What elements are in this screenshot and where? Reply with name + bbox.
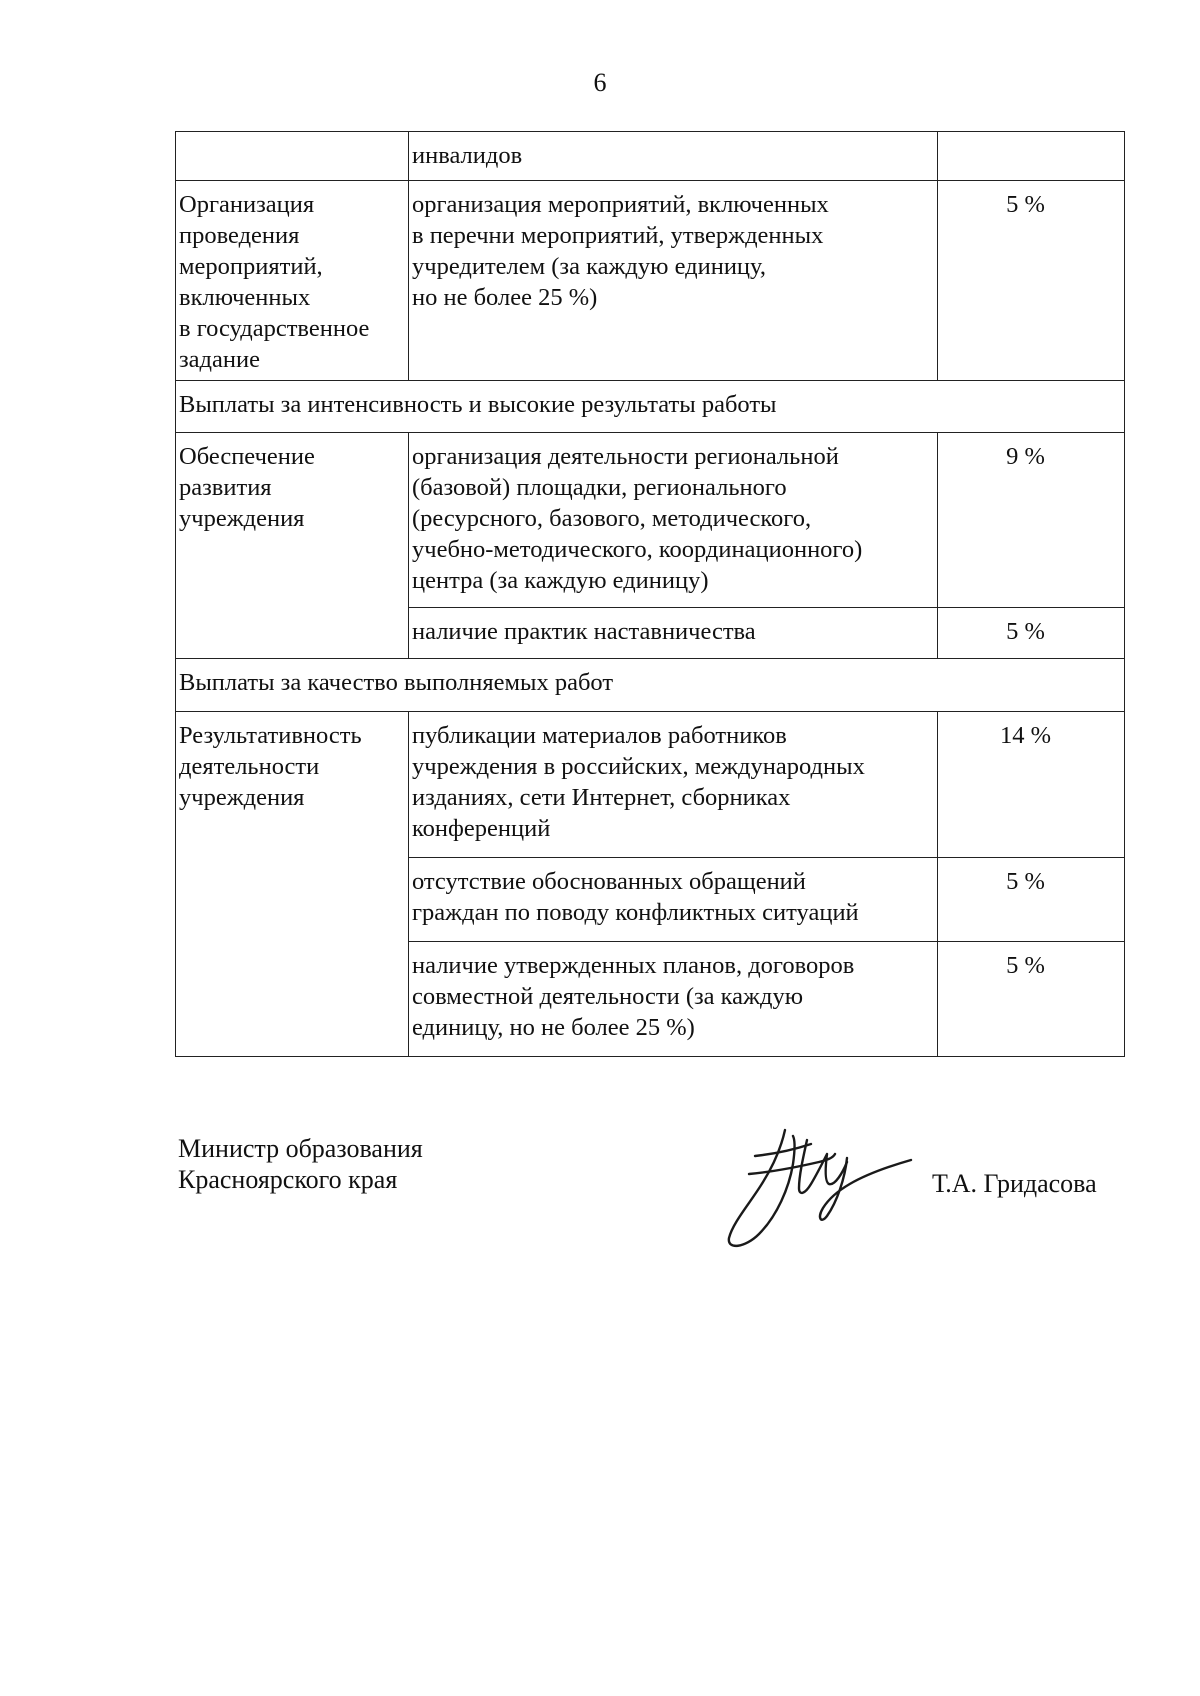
- value-cell: 5 %: [938, 858, 1125, 942]
- criterion-cell: [176, 433, 409, 659]
- indicator-text-line: единицу, но не более 25 %): [412, 1014, 695, 1041]
- table-row: [176, 132, 1125, 181]
- indicator-cell: [409, 608, 938, 659]
- section-heading: Выплаты за интенсивность и высокие результаты работы: [176, 381, 1125, 433]
- criterion-text-line: в государственное: [179, 315, 370, 342]
- indicator-text-line: конференций: [412, 815, 551, 842]
- criterion-text-line: мероприятий,: [179, 253, 323, 280]
- criterion-text-line: Обеспечение: [179, 443, 315, 470]
- criterion-text-line: Организация: [179, 191, 315, 218]
- signatory-position-line: Красноярского края: [178, 1165, 398, 1194]
- indicator-text-line: наличие практик наставничества: [412, 618, 756, 645]
- indicator-cell: [409, 181, 938, 381]
- page-number: 6: [593, 68, 607, 97]
- value-cell: 14 %: [938, 712, 1125, 858]
- criterion-text-line: развития: [179, 474, 272, 501]
- value-cell: 9 %: [938, 433, 1125, 608]
- indicator-text-line: публикации материалов работников: [412, 722, 787, 749]
- indicator-text-line: (ресурсного, базового, методического,: [412, 505, 812, 532]
- criterion-text-line: Результативность: [179, 722, 362, 749]
- indicator-cell: [409, 712, 938, 858]
- criterion-text-line: задание: [179, 346, 260, 373]
- indicator-text-line: граждан по поводу конфликтных ситуаций: [412, 899, 859, 926]
- criterion-cell: [176, 132, 409, 181]
- handwritten-signature: [715, 1118, 915, 1253]
- indicator-cell: [409, 942, 938, 1057]
- criterion-cell: [176, 712, 409, 1057]
- criterion-cell: [176, 181, 409, 381]
- section-row: [176, 659, 1125, 712]
- criterion-text-line: учреждения: [179, 784, 305, 811]
- section-row: [176, 381, 1125, 433]
- indicator-cell: [409, 132, 938, 181]
- criterion-text-line: включенных: [179, 284, 311, 311]
- indicator-text-line: учреждения в российских, международных: [412, 753, 865, 780]
- criterion-text-line: учреждения: [179, 505, 305, 532]
- indicator-text-line: в перечни мероприятий, утвержденных: [412, 222, 824, 249]
- indicator-text-line: наличие утвержденных планов, договоров: [412, 952, 855, 979]
- indicator-text-line: организация мероприятий, включенных: [412, 191, 829, 218]
- indicator-cell: [409, 858, 938, 942]
- table-row: [176, 712, 1125, 858]
- indicator-text-line: (базовой) площадки, регионального: [412, 474, 787, 501]
- table-row: [176, 433, 1125, 608]
- indicator-text-line: учебно-методического, координационного): [412, 536, 863, 563]
- indicator-text-line: учредителем (за каждую единицу,: [412, 253, 766, 280]
- value-cell: 5 %: [938, 608, 1125, 659]
- payments-criteria-table: [175, 131, 1125, 1057]
- criterion-text-line: проведения: [179, 222, 300, 249]
- indicator-text-line: инвалидов: [412, 142, 523, 169]
- value-cell: 5 %: [938, 181, 1125, 381]
- indicator-text-line: но не более 25 %): [412, 284, 598, 311]
- signatory-position: [178, 1133, 423, 1195]
- signatory-position-line: Министр образования: [178, 1134, 423, 1163]
- indicator-text-line: отсутствие обоснованных обращений: [412, 868, 806, 895]
- indicator-cell: [409, 433, 938, 608]
- indicator-text-line: изданиях, сети Интернет, сборниках: [412, 784, 791, 811]
- indicator-text-line: совместной деятельности (за каждую: [412, 983, 804, 1010]
- indicator-text-line: центра (за каждую единицу): [412, 567, 709, 594]
- criterion-text-line: деятельности: [179, 753, 320, 780]
- signatory-name: Т.А. Гридасова: [932, 1169, 1097, 1198]
- indicator-text-line: организация деятельности региональной: [412, 443, 839, 470]
- value-cell: [938, 132, 1125, 181]
- table-row: [176, 181, 1125, 381]
- value-cell: 5 %: [938, 942, 1125, 1057]
- section-heading: Выплаты за качество выполняемых работ: [176, 659, 1125, 712]
